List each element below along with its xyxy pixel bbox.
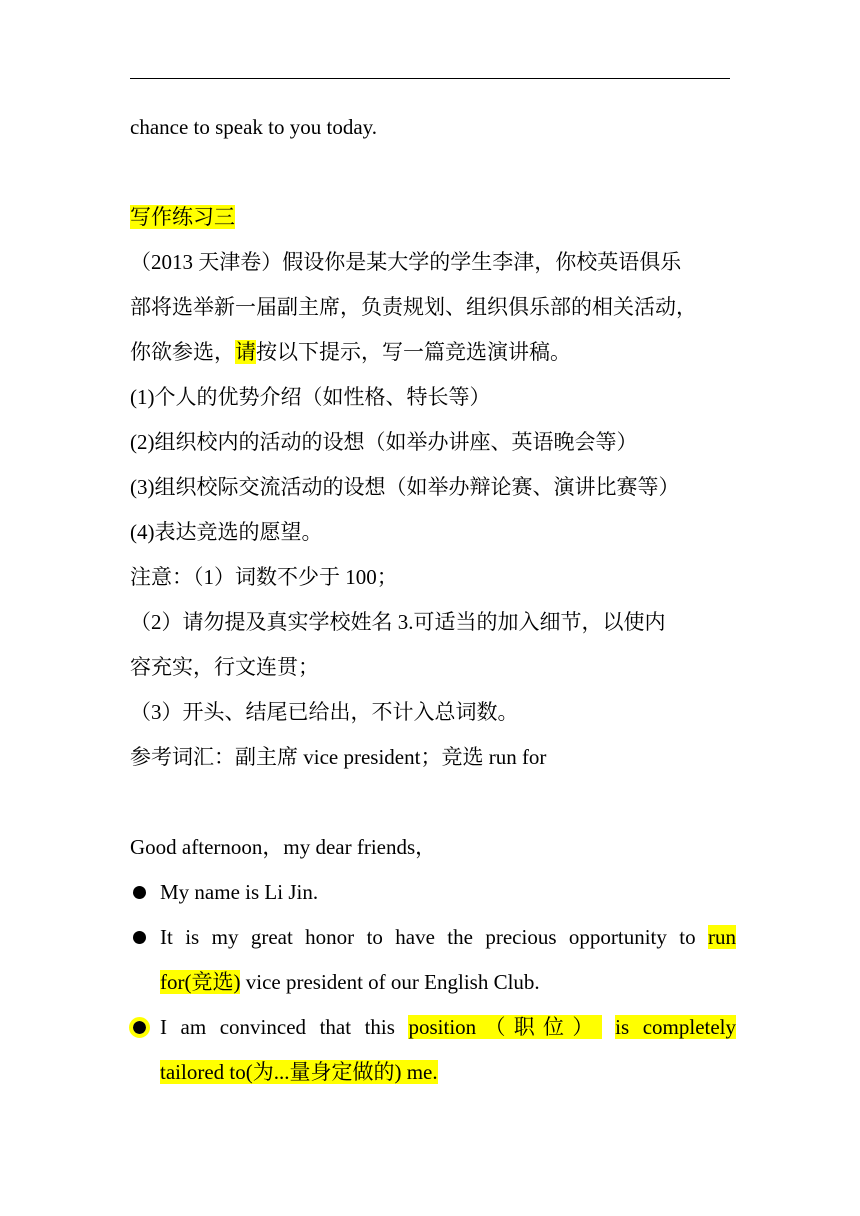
prompt-line-1: （2013 天津卷）假设你是某大学的学生李津，你校英语俱乐 [130, 250, 682, 274]
prompt-line-3-b: 按以下提示，写一篇竞选演讲稿。 [256, 340, 571, 364]
speech-bullet-3-a: I am convinced that this [160, 1015, 395, 1039]
point-2: (2)组织校内的活动的设想（如举办讲座、英语晚会等） [130, 430, 638, 454]
speech-bullet-2-a: It is my great honor to have the precious opportunity to [160, 925, 696, 949]
speech-bullet-3-line-2 [160, 1057, 438, 1087]
speech-highlight-run: run [708, 925, 736, 949]
section-title-text: 写作练习三 [130, 205, 235, 229]
speech-greeting: Good afternoon，my dear friends， [130, 835, 437, 859]
speech-bullet-2-line-2 [160, 967, 540, 997]
speech-bullet-2-line-1 [160, 922, 736, 952]
bullet-icon [133, 886, 146, 899]
point-1: (1)个人的优势介绍（如性格、特长等） [130, 385, 491, 409]
note-2a: （2）请勿提及真实学校姓名 3.可适当的加入细节，以使内 [130, 610, 666, 634]
speech-highlight-for: for(竞选) [160, 970, 241, 994]
prompt-highlight: 请 [235, 340, 256, 364]
point-3: (3)组织校际交流活动的设想（如举办辩论赛、演讲比赛等） [130, 475, 680, 499]
speech-bullet-1: My name is Li Jin. [160, 880, 319, 904]
note-2b: 容充实，行文连贯； [130, 655, 319, 679]
speech-bullet-3-line-1 [160, 1012, 736, 1042]
prompt-line-3-a: 你欲参选， [130, 340, 235, 364]
note-3: （3）开头、结尾已给出，不计入总词数。 [130, 700, 519, 724]
point-4: (4)表达竞选的愿望。 [130, 520, 323, 544]
bullet-icon [133, 931, 146, 944]
speech-highlight-position: position（职位） [408, 1015, 602, 1039]
prompt-line-3 [130, 337, 571, 367]
header-fragment: chance to speak to you today. [130, 115, 378, 139]
speech-bullet-2-b: vice president of our English Club. [245, 970, 540, 994]
vocab-note: 参考词汇：副主席 vice president；竞选 run for [130, 745, 547, 769]
section-title [130, 202, 235, 232]
header-rule [130, 78, 730, 79]
prompt-line-2: 部将选举新一届副主席，负责规划、组织俱乐部的相关活动， [130, 295, 697, 319]
speech-highlight-tailored: tailored to(为...量身定做的) me. [160, 1060, 438, 1084]
bullet-icon-highlighted [133, 1021, 146, 1034]
note-1: 注意：（1）词数不少于 100； [130, 565, 398, 589]
speech-highlight-completely: is completely [615, 1015, 737, 1039]
